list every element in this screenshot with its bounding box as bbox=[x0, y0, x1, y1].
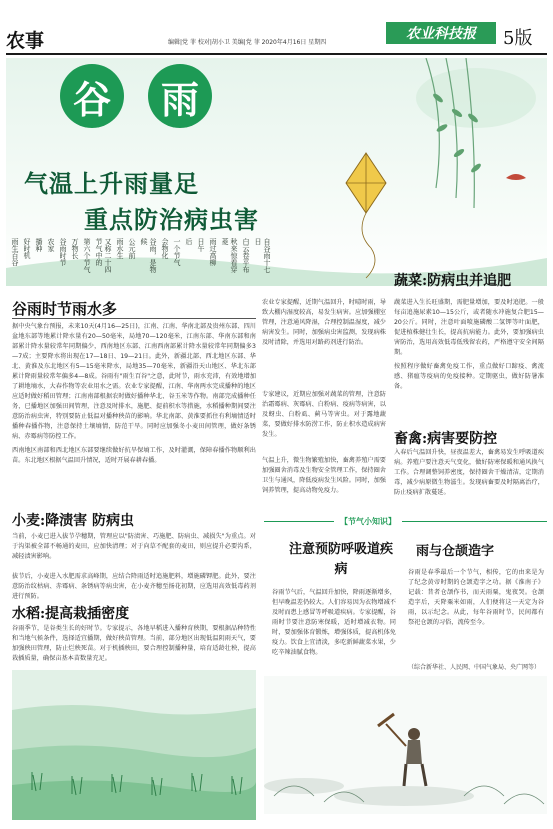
article-body-rain-2: 西南地区南部和西北地区东部要继续做好抗旱保墒工作，及时灌溉，保障春播作物顺利出苗。东北地区根据气温回升情况，适时开展春耕春播。 bbox=[12, 447, 256, 464]
poem-line: 农家 bbox=[47, 238, 55, 252]
page-number: 5版 bbox=[503, 28, 533, 49]
title-rule bbox=[12, 318, 256, 319]
poem-line: 第六个节气 bbox=[83, 238, 91, 273]
poem-line: 自谷雨十七日 bbox=[254, 238, 271, 273]
editor-meta: 编辑|党 菲 校对|胡小卫 美编|党 菲 2020年4月16日 星期四 bbox=[168, 39, 327, 46]
article-title-vegetables: 蔬菜:防病虫并追肥 bbox=[394, 273, 512, 289]
article-body-greenhouse-2: 专家建议，近期应加强对蔬菜的管理，注意防治霜霉病、灰霉病、白粉病、疫病等病害，以及蚜虫、白粉虱、蓟马等害虫。对于露地蔬菜，要做好排水防涝工作，防止积水造成病害发生。 bbox=[262, 391, 386, 438]
poem-line: 好时机 bbox=[23, 238, 31, 259]
farmer-sketch-illustration bbox=[264, 636, 547, 814]
poem-line: 雨水生 bbox=[116, 238, 124, 259]
tips-label: 【节气小知识】 bbox=[334, 516, 402, 527]
poem-line: 雨生百谷 bbox=[11, 238, 19, 266]
header-divider bbox=[6, 53, 547, 55]
poem-line: 雨过高柳 bbox=[209, 238, 217, 266]
article-body-vegetables: 蔬菜进入生长旺盛期，需肥量增加，要及时追肥。一般每亩追施尿素10—15公斤，或者随水冲施复合肥15—20公斤。同时，注意叶面喷施磷酸二氢钾等叶面肥，促进植株健壮生长，提高抗病能力。此外，要加强病虫害防治，选用高效低毒低残留农药，严格遵守安全间隔期。 bbox=[394, 299, 544, 356]
poem-line: 公元前 bbox=[128, 238, 136, 259]
article-body-wheat: 当前，小麦已进入拔节孕穗期，管理应以"防渍害、巧施肥、防病虫、减损失"为重点。对于沟渠被全部不畅通的麦田，应加快清理；对于向草不配套的麦田，则应提升必要沟系，减轻渍害影响。 bbox=[12, 533, 256, 560]
poem-line: 万物长 bbox=[71, 238, 79, 259]
headline-line-1: 气温上升雨量足 bbox=[24, 169, 199, 198]
section-name: 农事 bbox=[6, 30, 45, 52]
article-title-rain: 谷雨时节雨水多 bbox=[12, 300, 118, 318]
poem-line: 又称二十四节气中的 bbox=[95, 238, 112, 273]
title-char-yu: 雨 bbox=[148, 64, 212, 128]
poem-line: 秋来惊看穿菱 bbox=[221, 238, 238, 273]
poem-line: 谷雨时节 bbox=[59, 238, 67, 266]
newspaper-logo: 农业科技报 bbox=[386, 22, 496, 44]
poem-line: 一个节气 bbox=[173, 238, 181, 266]
article-title-wheat: 小麦:降渍害 防病虫 bbox=[12, 513, 135, 529]
article-body-livestock-intro: 气温上升，微生物繁殖加快，畜禽养殖户需要加强圈舍消毒及生物安全管理工作，保持圈舍卫生与通风，降低疫病发生风险。同时，加强饲养管理，提高动物免疫力。 bbox=[262, 457, 386, 494]
article-body-greenhouse: 农业专家提醒，近期气温回升，时晴时雨，导致大棚内湿度较高，易发生病害。应加强棚室管理，注意通风降湿，合理控制温湿度，减少病害发生。同时，加强病虫害监测，发现病株及时清除，并选用对路药剂进行防治。 bbox=[262, 299, 386, 346]
title-char-gu: 谷 bbox=[60, 64, 124, 128]
poem-line: 日午 bbox=[197, 238, 205, 252]
tip-body-respiratory: 谷雨节气后，气温回升加快，降雨逐渐增多，但早晚温差仍较大。人们容易因为衣物增减不及时而患上感冒等呼吸道疾病。专家提醒，谷雨时节要注意防寒保暖，适时增减衣物。同时，要加强体育锻炼，增强体质，提高机体免疫力。饮食上宜清淡，多吃新鲜蔬菜水果，少吃辛辣油腻食物。 bbox=[272, 589, 396, 656]
poem-line: 谷雨，是物候 bbox=[140, 238, 157, 273]
headline-line-2: 重点防治病虫害 bbox=[84, 205, 259, 234]
tip-title-respiratory: 注意预防呼吸道疾病 bbox=[288, 542, 393, 577]
article-body-rain: 据中央气象台预报，未来10天(4月16—25日)，江南、江南、华南北部及贵州东部、四川盆地东部等地累计降水量有20—50毫米，局地70—120毫米，江南东部、华南东部和南部累计降水量较常年同期偏少，西南地区东部、江南西南部累计降水量较常年同期偏多3—7成；主要降水将出现在17—18日、19—21日。此外，新疆北部、西北地区东部、华北、黄淮及东北地区有5—15毫米降水，局地35—70毫米，新疆沿天山地区、华北东部累计降雨量较常年偏多4—8成。谷雨有"雨生百谷"之意，此时节，雨水充沛，有效地增加了耕地墒水，大春作物等农业用水之需。农业专家提醒，江南、华南两水完成播种的地区应适时做好稻田管理；江南南部根据农时做好播种华北、谷玉米等作物。南部完成播种任务，已播地区加强田间管理，注意及时排水，施肥、提前积水等措施，水稻播种期间要注意防治病虫害，特别要防止低温对播种秧苗的影响。华北南部、黄淮要抓住有利墒情适时播种春播作物，注意保持土壤墒情，防范干旱。同时应加强冬小麦田间管理，做好条锈病、赤霉病等防控工作。 bbox=[12, 323, 256, 440]
poem-line: 白云卷平布 bbox=[242, 238, 250, 273]
source-credit: （综合新华社、人民网、中国气象局、央广网等） bbox=[408, 664, 541, 671]
article-title-livestock: 畜禽:病害要防控 bbox=[394, 431, 498, 447]
tips-divider bbox=[264, 521, 547, 522]
article-body-livestock-2: 按照程序做好畜禽免疫工作，重点做好口蹄疫、禽流感、猪瘟等疫病的免疫接种。定期驱虫，做好防暑准备。 bbox=[394, 363, 544, 390]
poem-line: 播种 bbox=[35, 238, 43, 252]
masthead bbox=[0, 0, 553, 56]
article-body-wheat-2: 拔节后，小麦进入水肥需求高峰期，应结合降雨适时追施肥料，增施磷钾肥。此外，要注意防治纹枯病、赤霉病、条锈病等病虫害，在小麦齐穗至扬花初期，应选用高效低毒药剂进行预防。 bbox=[12, 573, 256, 600]
rice-field-illustration bbox=[12, 670, 256, 820]
article-body-rice: 谷雨季节，是谷类生长的好时节。专家提示，各地早稻进入播种育秧期，要根据品种特性和当地气候条件，选择适宜播期，做好秧苗管理。当前，部分地区出现低温阴雨天气，要加强秧田管理，防止烂秧死苗。对于机插秧田，要合理控制播种量，培育适龄壮秧，提高栽插质量，确保亩基本苗数量充足。 bbox=[12, 625, 256, 662]
poem-line: 后 bbox=[185, 238, 193, 245]
poem-line: 会物化 bbox=[161, 238, 169, 259]
vertical-poem bbox=[10, 238, 271, 278]
article-title-rice: 水稻:提高栽插密度 bbox=[12, 606, 130, 622]
tip-body-cangjie: 谷雨是春季最后一个节气，相传，它的由来是为了纪念黄帝时期的仓颉造字之功。据《淮南子》记载：昔者仓颉作书，而天雨粟，鬼夜哭。仓颉造字后，天降粟米如雨，人们便将这一天定为谷雨，以示纪念。从此，每年谷雨时节，民间都有祭祀仓颉的习俗，流传至今。 bbox=[408, 569, 544, 626]
tip-title-cangjie: 雨与仓颉造字 bbox=[416, 544, 495, 559]
article-body-livestock: 入春后气温回升快，昼夜温差大，畜禽易发生呼吸道疾病。养殖户要注意天气变化，做好防寒保暖和通风换气工作。合理调整饲养密度，保持圈舍干燥清洁，定期消毒，减少病原微生物滋生。发现病畜要及时隔离治疗，防止疫病扩散蔓延。 bbox=[394, 449, 544, 496]
